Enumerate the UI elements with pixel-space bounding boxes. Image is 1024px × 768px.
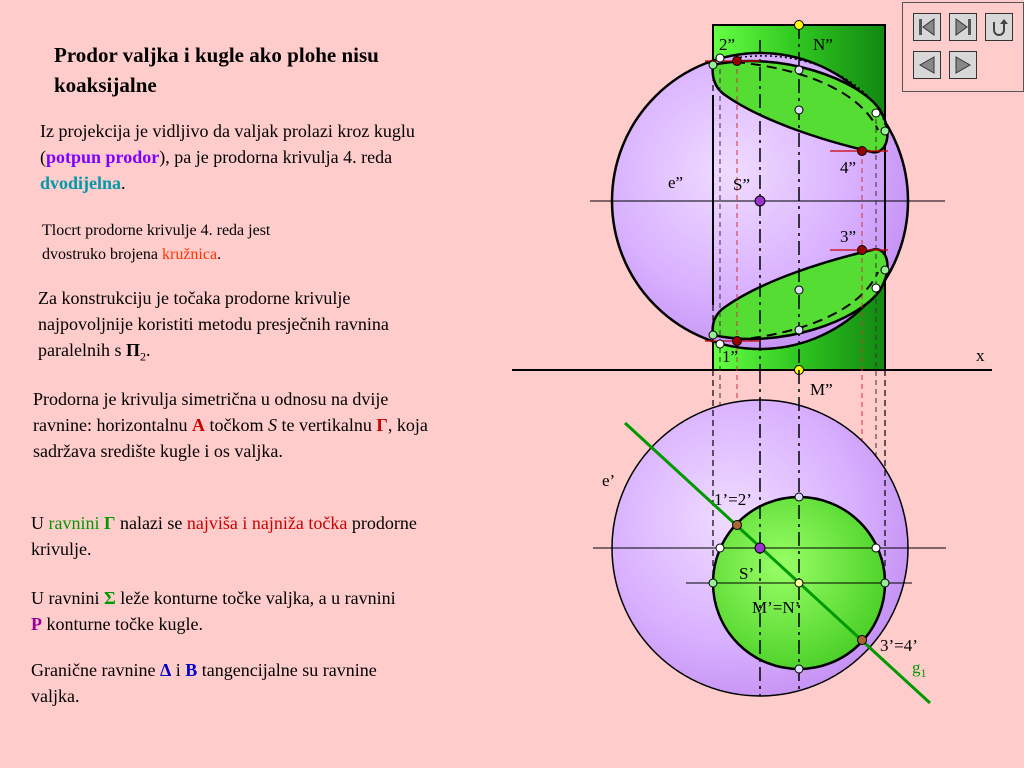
previous-icon [914, 52, 940, 78]
label-12-top: 1’=2’ [714, 490, 752, 509]
label-e-top: e’ [602, 471, 616, 490]
page-title: Prodor valjka i kugle ako plohe nisu koaksijalne [54, 43, 379, 97]
paragraph-gamma: U ravnini Γ nalazi se najviša i najniža točka prodorne krivulje. [31, 513, 417, 559]
label-N-front: N” [813, 35, 833, 54]
last-slide-button[interactable] [949, 13, 977, 41]
paragraph-boundary: Granične ravnine Δ i B tangencijalne su ravnine valjka. [31, 660, 377, 706]
return-icon [986, 14, 1012, 40]
label-2-front: 2” [719, 35, 736, 54]
first-slide-icon [914, 14, 940, 40]
label-3-front: 3” [840, 227, 857, 246]
label-e-front: e” [668, 173, 684, 192]
label-g1: $g_1$ [912, 658, 927, 680]
top-view [593, 370, 946, 703]
return-button[interactable] [985, 13, 1013, 41]
paragraph-symmetry: Prodorna je krivulja simetrična u odnosu na dvije ravnine: horizontalnu A točkom S te vertikalnu Γ, koja sadržava središte kugle i os valjka. [33, 389, 428, 461]
next-icon [950, 52, 976, 78]
label-MN-top: M’=N’ [752, 598, 801, 617]
previous-button[interactable] [913, 51, 941, 79]
label-S-top: S’ [739, 564, 755, 583]
navigation-panel [902, 2, 1024, 92]
label-M-front: M” [810, 380, 833, 399]
label-4-front: 4” [840, 158, 857, 177]
label-S-front: S” [733, 175, 750, 194]
paragraph-intro: Iz projekcija je vidljivo da valjak prolazi kroz kuglu (potpun prodor), pa je prodorna krivulja 4. reda dvodijelna. [40, 121, 415, 193]
paragraph-construction: Za konstrukciju je točaka prodorne krivulje najpovoljnije koristiti metodu presječnih ravnina paralelnih s $\Pi_2$. [38, 288, 389, 364]
first-slide-button[interactable] [913, 13, 941, 41]
paragraph-tlocrt: Tlocrt prodorne krivulje 4. reda jest dvostruko brojena kružnica. [42, 222, 271, 263]
next-button[interactable] [949, 51, 977, 79]
label-x-axis: x [976, 346, 985, 365]
label-1-front: 1” [722, 347, 739, 366]
paragraph-sigma: U ravnini Σ leže konturne točke valjka, a u ravnini P konturne točke kugle. [31, 588, 396, 634]
last-slide-icon [950, 14, 976, 40]
label-34-top: 3’=4’ [880, 636, 918, 655]
